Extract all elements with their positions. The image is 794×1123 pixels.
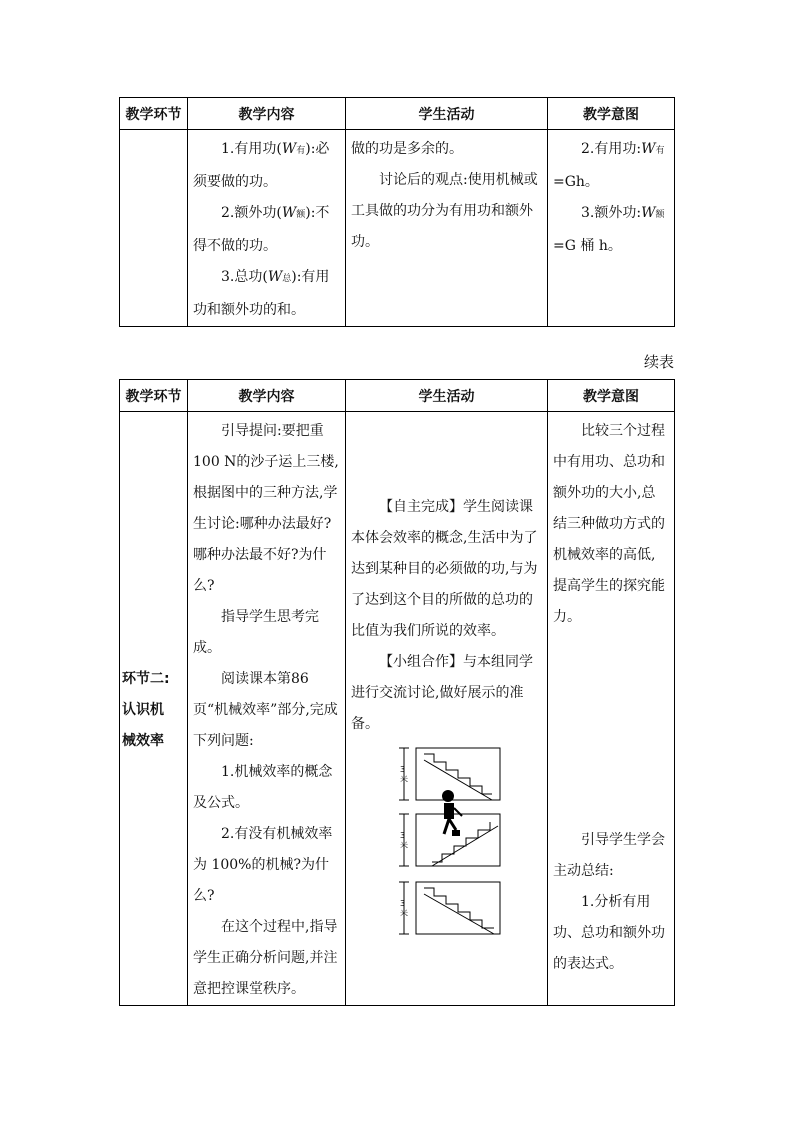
- height-label-1: 3 米: [400, 765, 408, 784]
- height-label-3: 3 米: [400, 899, 408, 918]
- intent-spacer: [553, 633, 669, 825]
- content-cell: [188, 412, 346, 1006]
- table-row: [120, 130, 675, 327]
- header-activity: 学生活动: [346, 98, 548, 130]
- content-paragraph: 指导学生思考完成。: [193, 609, 319, 656]
- table-header-row: [120, 98, 675, 130]
- header-activity: 学生活动: [346, 380, 548, 412]
- header-content: 教学内容: [188, 380, 346, 412]
- content-paragraph: 1.机械效率的概念及公式。: [193, 764, 333, 811]
- content-item: 2.额外功(W额):不得不做的功。: [193, 205, 330, 254]
- intent-paragraph: 比较三个过程中有用功、总功和额外功的大小,总结三种做功方式的机械效率的高低,提高学生的探究能力。: [553, 423, 665, 625]
- intent-item: 3.额外功:W额=G 桶 h。: [553, 205, 665, 254]
- header-stage: 教学环节: [120, 98, 188, 130]
- stage-label-line: 环节二:: [122, 671, 170, 687]
- table-row: [120, 412, 675, 1006]
- activity-text: 做的功是多余的。: [351, 141, 463, 157]
- header-intent: 教学意图: [548, 98, 675, 130]
- intent-paragraph: 1.分析有用功、总功和额外功的表达式。: [553, 894, 665, 972]
- content-paragraph: 引导提问:要把重100 N的沙子运上三楼,根据图中的三种方法,学生讨论:哪种办法最好?哪种办法最不好?为什么?: [193, 423, 339, 594]
- intent-cell: [548, 130, 675, 327]
- activity-cell: [346, 412, 548, 1006]
- activity-paragraph: 【小组合作】与本组同学进行交流讨论,做好展示的准备。: [351, 654, 533, 732]
- activity-cell: [346, 130, 548, 327]
- content-paragraph: 在这个过程中,指导学生正确分析问题,并注意把控课堂秩序。: [193, 919, 338, 997]
- stage-label-line: 械效率: [122, 733, 164, 749]
- continued-label: 续表: [643, 353, 674, 371]
- header-stage: 教学环节: [120, 380, 188, 412]
- activity-paragraph: 【自主完成】学生阅读课本体会效率的概念,生活中为了达到某种目的必须做的功,与为了达到这个目的所做的总功的比值为我们所说的效率。: [351, 499, 538, 639]
- intent-item: 2.有用功:W有=Gh。: [553, 141, 665, 190]
- stage-cell-empty: [120, 130, 188, 327]
- intent-cell: [548, 412, 675, 1006]
- content-item: 1.有用功(W有):必须要做的功。: [193, 141, 330, 190]
- person-icon: [442, 790, 462, 836]
- stage-cell: [120, 412, 188, 1006]
- content-item: 3.总功(W总):有用功和额外功的和。: [193, 269, 330, 318]
- table-header-row: [120, 380, 675, 412]
- height-label-2: 3 米: [400, 831, 408, 850]
- header-intent: 教学意图: [548, 380, 675, 412]
- lesson-table-1: [119, 97, 675, 327]
- activity-text: 讨论后的观点:使用机械或工具做的功分为有用功和额外功。: [351, 172, 538, 250]
- stairs-figure: [394, 746, 547, 948]
- content-paragraph: 2.有没有机械效率为 100%的机械?为什么?: [193, 826, 333, 904]
- intent-paragraph: 引导学生学会主动总结:: [553, 832, 665, 879]
- stage-label-line: 认识机: [122, 702, 164, 718]
- lesson-table-2: [119, 379, 675, 1006]
- header-content: 教学内容: [188, 98, 346, 130]
- stairs-figure-drawing: [394, 746, 534, 944]
- content-paragraph: 阅读课本第86页“机械效率”部分,完成下列问题:: [193, 671, 338, 749]
- content-cell: [188, 130, 346, 327]
